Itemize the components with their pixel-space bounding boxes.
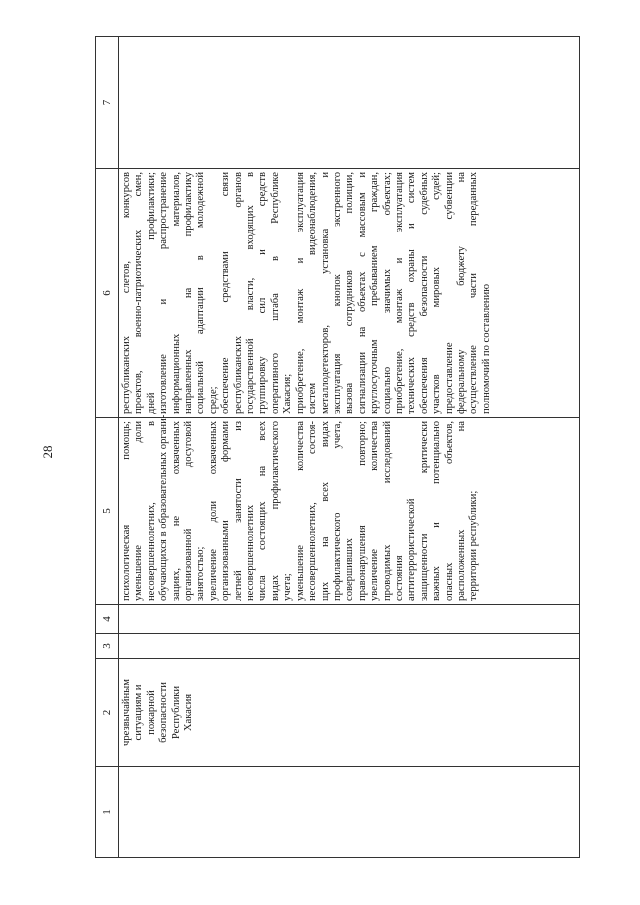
text-line: сигнализации на объектах с массовым и	[356, 172, 368, 414]
text-line: круглосуточным пребыванием граждан,	[369, 172, 381, 414]
text-line: систем видеонаблюдения,	[307, 172, 319, 414]
text-line: важных и потенциально	[431, 421, 443, 601]
text-line: организованной досуговой	[183, 421, 195, 601]
text-line: уменьшение доли	[133, 421, 145, 601]
text-line: осуществление части переданных	[468, 172, 480, 414]
text-line: уменьшение количества	[294, 421, 306, 601]
text-line: психологическая помощь;	[121, 421, 132, 601]
text-line: Хакасия;	[282, 373, 294, 414]
text-line: проводимых исследований	[381, 421, 393, 601]
text-line: занятостью;	[195, 546, 207, 601]
cell-col-2	[119, 659, 580, 767]
cell-col-6	[119, 169, 580, 418]
cell-col-5	[119, 414, 580, 605]
text-line: социальной адаптации в молодежной	[195, 172, 207, 414]
text-line: безопасности	[158, 682, 170, 743]
text-line: республиканских органов	[232, 172, 244, 414]
text-line: социально значимых объектах;	[381, 172, 393, 414]
text-line: летней занятости из	[232, 421, 244, 601]
text-line: опасных объектов,	[443, 421, 455, 601]
text-line: технических средств охраны и систем	[406, 172, 418, 414]
text-line: дней профилактики;	[145, 172, 157, 414]
text-line: изготовление и распространение	[158, 172, 170, 414]
text-line: обеспечения безопасности судебных	[418, 172, 430, 414]
text-line: приобретение, монтаж и эксплуатация	[393, 172, 405, 414]
header-col-1: 1	[96, 767, 119, 858]
text-line: эксплуатация кнопок экстренного	[331, 172, 343, 414]
cell-col-7	[119, 37, 580, 169]
text-line: расположенных на	[455, 421, 467, 601]
text-line: вызова сотрудников полиции,	[344, 172, 356, 414]
document-sheet	[95, 44, 580, 858]
text-line: ситуациям и	[133, 684, 145, 741]
text-line: видах профилактического	[269, 421, 281, 601]
text-line: государственной власти, входящих в	[245, 172, 257, 414]
text-line: территории республики;	[468, 490, 480, 601]
header-col-4: 4	[96, 605, 119, 634]
text-line: федеральному бюджету на	[455, 172, 467, 414]
text-line: Хакасия	[183, 693, 195, 732]
text-line: увеличение доли охваченных	[207, 421, 219, 601]
text-line: металлодетекторов, установка и	[319, 172, 331, 414]
text-line: профилактического учета,	[331, 421, 343, 601]
text-line: числа состоящих на всех	[257, 421, 269, 601]
text-line: информационных материалов,	[170, 172, 182, 414]
text-line: состояния	[393, 555, 405, 601]
text-line: организованными формами	[220, 421, 232, 601]
header-col-7: 7	[96, 37, 119, 169]
cell-col-4	[119, 605, 580, 634]
text-line: совершивших	[344, 538, 356, 601]
text-line: несовершеннолетних, состоя-	[307, 421, 319, 601]
text-line: обеспечение средствами связи	[220, 172, 232, 414]
page-number: 28	[40, 445, 55, 459]
text-line: полномочий по составлению	[480, 283, 492, 414]
cell-col-3	[119, 634, 580, 659]
text-line: обучающихся в образовательных органи-	[158, 414, 170, 601]
text-line: проектов, военно-патриотических смен,	[133, 172, 145, 414]
text-line: зациях, не охваченных	[170, 421, 182, 601]
text-line: правонарушения повторно;	[356, 421, 368, 601]
text-line: предоставление субвенции	[443, 172, 455, 414]
text-line: республиканских слетов, конкурсов	[121, 172, 132, 414]
text-line: чрезвычайным	[121, 679, 132, 746]
header-col-2: 2	[96, 659, 119, 767]
text-line: среде;	[207, 386, 219, 414]
text-line: щих на всех видах	[319, 421, 331, 601]
text-line: оперативного штаба в Республике	[269, 172, 281, 414]
text-line: антитеррористической	[406, 498, 418, 601]
text-line: группировку сил и средств	[257, 172, 269, 414]
text-line: несовершеннолетних	[245, 504, 257, 601]
header-col-5: 5	[96, 418, 119, 605]
program-table	[95, 36, 580, 858]
text-line: пожарной	[145, 690, 157, 735]
header-col-6: 6	[96, 169, 119, 418]
text-line: направленных на профилактику	[183, 172, 195, 414]
text-line: учета;	[282, 573, 294, 601]
text-line: приобретение, монтаж и эксплуатация	[294, 172, 306, 414]
text-line: несовершеннолетних, в	[145, 421, 157, 601]
rotated-table-frame	[95, 44, 580, 858]
text-line: Республики	[170, 685, 182, 740]
table-row	[119, 37, 580, 858]
text-line: участков мировых судей;	[431, 172, 443, 414]
text-line: увеличение количества	[369, 421, 381, 601]
text-line: защищенности критически	[418, 421, 430, 601]
cell-col-1	[119, 767, 580, 858]
header-row	[96, 37, 119, 858]
header-col-3: 3	[96, 634, 119, 659]
